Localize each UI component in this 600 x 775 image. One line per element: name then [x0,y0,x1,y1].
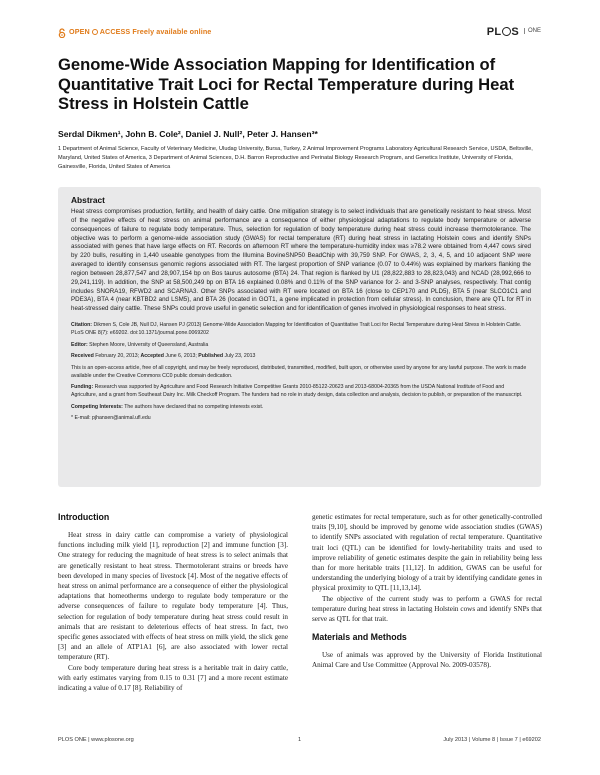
plos-logo-circle-icon [502,27,511,36]
open-access-lock-icon [58,28,66,38]
article-metadata [71,322,531,423]
left-column [58,512,288,693]
intro-paragraph: Core body temperature during heat stress is a heritable trait in dairy cattle, with early estimates varying from 0.15 to 0.31 [7] and a more recent estimate indicating a value of 0.17 [8]. Reliability of [58,663,288,693]
corresponding-email[interactable]: * E-mail: pjhansen@animal.ufl.edu [71,415,151,422]
methods-heading: Materials and Methods [312,632,407,643]
right-column [312,512,542,671]
author-list: Serdal Dikmen¹, John B. Cole², Daniel J. Null², Peter J. Hansen³* [58,129,318,139]
page-footer [58,737,541,747]
citation: Citation: Dikmen S, Cole JB, Null DJ, Hansen PJ (2013) Genome-Wide Association Mapping for Identification of Quantitative Trait Loci for Rectal Temperature during Heat Stress in Holstein Cattle. PLoS ONE 8(7): e69202. doi:10.1371/journal.pone.0069202 [71,322,522,336]
dates: Received February 20, 2013; Accepted June 6, 2013; Published July 23, 2013 [71,353,256,360]
funding: Funding: Research was supported by Agriculture and Food Research Initiative Competitive Grants 2010-85122-20623 and 2013-68004-20365 from the USDA National Institute of Food and Agriculture, and a grant from Southeast Dairy Inc. Milk Checkoff Program. The funders had no role in study design, data collection and analysis, decision to publish, or preparation of the manuscript. [71,384,523,399]
abstract-text: Heat stress compromises production, fertility, and health of dairy cattle. One mitigation strategy is to select individuals that are genetically resistant to heat stress. Most of the negative effects of heat stress on animal performance are a consequence of either physiological adaptations to regulate body temperature or adverse consequences of failure to regulate body temperature. Thus, selection for regulation of body temperature during heat stress could increase thermotolerance. The objective was to perform a genome-wide association study (GWAS) for rectal temperature (RT) during heat stress in lactating Holstein cows and identify SNPs associated with genes that have large effects on RT. Records on afternoon RT where the temperature-humidity index was ≥78.2 were obtained from 4,447 cows sired by 220 bulls, resulting in 1,440 useable genotypes from the Illumina BovineSNP50 BeadChip with 39,759 SNP. For GWAS, 2, 3, 4, 5, and 10 adjacent SNP were averaged to identify consensus genomic regions associated with RT. The largest proportion of SNP variance (0.07 to 0.44%) was explained by markers flanking the region between 28,877,547 and 28,907,154 bp on Bos taurus autosome (BTA) 24. That region is flanked by U1 (28,822,883 to 28,823,043) and NCAD (28,992,666 to 29,241,119). In addition, the SNP at 58,500,249 bp on BTA 16 explained 0.08% and 0.11% of the SNP variance for 2- and 3-SNP analyses, respectively. That contig includes SNORA19, RFWD2 and SCARNA3. Other SNPs associated with RT were located on BTA 16 (close to CEP170 and PLD5), BTA 5 (near SLCO1C1 and PDE3A), BTA 4 (near KBTBD2 and LSM5), and BTA 26 (located in GOT1, a gene implicated in protection from cellular stress). In conclusion, there are QTL for RT in heat-stressed dairy cattle. These SNPs could prove useful in genetic selection and for identification of genes involved in physiological responses to heat stress. [71,208,531,313]
journal-header [58,26,541,40]
plos-logo: PL S [486,26,519,38]
journal-name: ONE [524,28,541,34]
abstract-box [58,187,541,487]
freely-available-label: Freely available online [132,27,212,36]
page-number: 1 [298,737,302,743]
intro-paragraph: The objective of the current study was to perform a GWAS for rectal temperature during heat stress in lactating Holstein cows and identify SNPs that serve as QTL for that trait. [312,594,542,624]
methods-paragraph: Use of animals was approved by the University of Florida Institutional Animal Care and Use Committee (Approval No. 2009-03578). [312,651,542,670]
editor: Editor: Stephen Moore, University of Queensland, Australia [71,341,209,348]
competing-interests: Competing Interests: The authors have declared that no competing interests exist. [71,403,264,410]
license: This is an open-access article, free of all copyright, and may be freely reproduced, distributed, transmitted, modified, built upon, or otherwise used by anyone for any lawful purpose. The work is made available under the Creative Commons CC0 public domain dedication. [71,364,527,379]
introduction-heading: Introduction [58,512,110,522]
open-access-label: OPEN ACCESS Freely available online [69,27,212,36]
abstract-heading: Abstract [71,195,105,205]
article-title: Genome-Wide Association Mapping for Identification of Quantitative Trait Loci for Rectal Temperature during Heat Stress in Holstein Cattle [58,55,515,113]
affiliations: 1 Department of Animal Science, Faculty of Veterinary Medicine, Uludag University, Bursa, Turkey, 2 Animal Improvement Programs Laboratory Agricultural Research Service, USDA, Beltsville, Maryland, United States of America, 3 Department of Animal Sciences, D.H. Barron Reproductive and Perinatal Biology Research Program, and Genetics Institute, University of Florida, Gainesville, Florida, United States of America [58,146,533,170]
footer-issue-info: July 2013 | Volume 8 | Issue 7 | e69202 [443,737,541,743]
intro-paragraph: genetic estimates for rectal temperature, such as for other genetically-controlled traits [9,10], should be improved by genome wide association studies (GWAS) to identify SNPs associated with regulation of rectal temperature. Quantitative trait loci (QTL) can be identified for lowly-heritability traits and used to improve reliability of genetic estimates despite the gain in reliability being less than for more heritable traits [11,12]. In addition, GWAS can be useful for understanding the underlying biology of a trait by identifying candidate genes in physical proximity to QTL [11,13,14]. [312,513,542,593]
footer-journal-url[interactable]: PLOS ONE | www.plosone.org [58,737,134,743]
intro-paragraph: Heat stress in dairy cattle can compromise a variety of physiological functions including milk yield [1], reproduction [2] and immune function [3]. One strategy for reducing the magnitude of heat stress is to select animals that are genetically resistant to heat stress. Thermotolerant strains or breeds have been developed in many species of livestock [4]. Most of the negative effects of heat stress on animal performance are a consequence of either the physiological adaptations that homeotherms undergo to regulate body temperature or the adverse consequences of failure to regulate body temperature [4]. Thus, selection for regulation of body temperature during heat stress could result in animals that are resistant to deleterious effects of heat stress. In fact, two specific genes associated with effects of heat stress on milk yield, the slick gene [3] and an allele of ATP1A1 [6], are also associated with lower rectal temperature (RT). [58,531,288,662]
open-access-icon [92,29,98,35]
